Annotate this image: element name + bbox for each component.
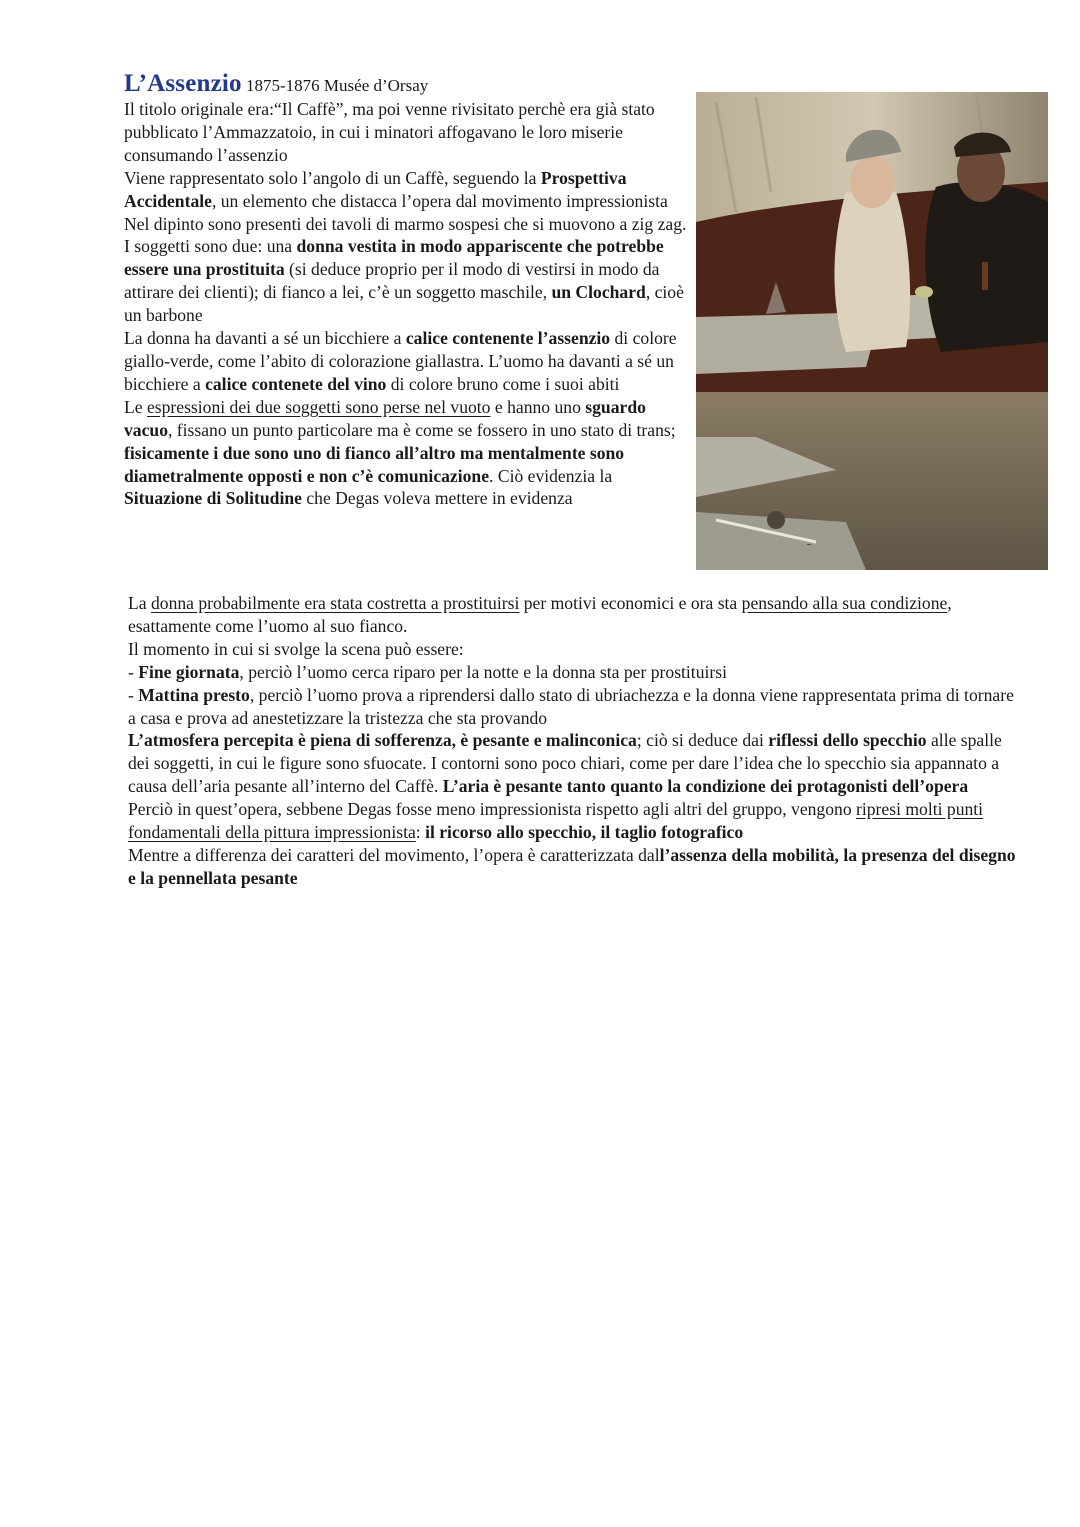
paragraph-perspective: Viene rappresentato solo l’angolo di un Caffè, seguendo la Prospettiva Accidentale, un elemento che distacca l’opera dal movimento impressionista [124, 167, 668, 211]
full-width-text [128, 592, 1018, 890]
paragraph-expressions: Le espressioni dei due soggetti sono perse nel vuoto e hanno uno sguardo vacuo, fissano un punto particolare ma è come se fossero in uno stato di trans; fisicamente i due sono uno di fianco all’altro ma mentalmente sono diametralmente opposti e non c’è comunicazione. Ciò evidenzia la Situazione di Solitudine che Degas voleva mettere in evidenza [124, 396, 676, 509]
paragraph-moment-intro: Il momento in cui si svolge la scena può essere: [128, 638, 464, 659]
paragraph-glasses: La donna ha davanti a sé un bicchiere a calice contenente l’assenzio di colore giallo-verde, come l’abito di colorazione giallastra. L’uomo ha davanti a sé un bicchiere a calice contenete del vino di colore bruno come i suoi abiti [124, 328, 677, 394]
paragraph-subjects: Nel dipinto sono presenti dei tavoli di marmo sospesi che si muovono a zig zag. I soggetti sono due: una donna vestita in modo appariscente che potrebbe essere una prostituita (si deduce proprio per il modo di vestirsi in modo da attirare dei clienti); di fianco a lei, c’è un soggetto maschile, un Clochard, cioè un barbone [124, 213, 687, 326]
left-column-text [124, 72, 689, 510]
paragraph-impressionism: Perciò in quest’opera, sebbene Degas fosse meno impressionista rispetto agli altri del gruppo, vengono ripresi molti punti fondamentali della pittura impressionista: il ricorso allo specchio, il taglio fotografico [128, 799, 984, 843]
list-item-end-of-day: - Fine giornata, perciò l’uomo cerca riparo per la notte e la donna sta per prostituirsi [128, 661, 727, 682]
absinthe-glass [915, 286, 933, 298]
paragraph-differences: Mentre a differenza dei caratteri del movimento, l’opera è caratterizzata dall’assenza della mobilità, la presenza del disegno e la pennellata pesante [128, 844, 1016, 888]
paragraph-atmosphere: L’atmosfera percepita è piena di sofferenza, è pesante e malinconica; ciò si deduce dai riflessi dello specchio alle spalle dei soggetti, in cui le figure sono sfuocate. I contorni sono poco chiari, come per dare l’idea che lo specchio sia appannato a causa dell’aria pesante all’interno del Caffè. L’aria è pesante tanto quanto la condizione dei protagonisti dell’opera [128, 730, 1002, 797]
signature-mark: ~ [806, 541, 812, 549]
list-item-early-morning: - Mattina presto, perciò l’uomo prova a riprendersi dallo stato di ubriachezza e la donna viene rappresentata prima di tornare a casa e prova ad anestetizzare la tristezza che sta provando [128, 684, 1014, 728]
paragraph-condition: La donna probabilmente era stata costretta a prostituirsi per motivi economici e ora sta pensando alla sua condizione, esattamente come l’uomo al suo fianco. [128, 593, 952, 636]
matchbox [767, 511, 785, 529]
wine-glass [982, 262, 988, 290]
title-line [124, 72, 689, 98]
painting-absinthe-image [696, 92, 1048, 570]
title-date-location: 1875-1876 Musée d’Orsay [246, 76, 429, 95]
paragraph-origin: Il titolo originale era:“Il Caffè”, ma poi venne rivisitato perchè era già stato pubblicato l’Ammazzatoio, in cui i minatori affogavano le loro miserie consumando l’assenzio [124, 99, 655, 165]
woman-face [850, 156, 894, 208]
woman-dress [834, 192, 910, 352]
page-title: L’Assenzio [124, 70, 242, 97]
